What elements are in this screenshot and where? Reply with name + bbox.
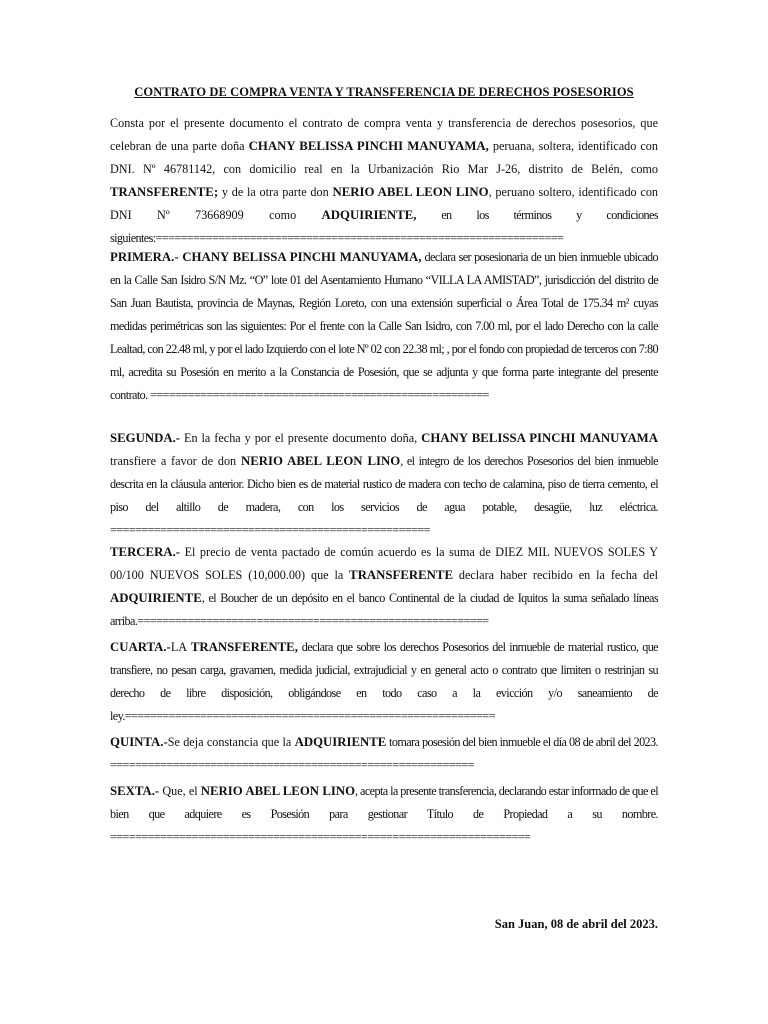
text-run: Consta por el presente documento el contrato de compra venta y transferencia de derechos posesorios, que celebran de una parte doña (110, 116, 658, 153)
clause-primera (110, 246, 658, 407)
bold-text: SEXTA.- (110, 784, 160, 798)
text-run: declara ser posesionaria de un bien inmueble ubicado en la Calle San Isidro S/N Mz. “O” lote 01 del Asentamiento Humano “VILLA LA AMISTAD”, jurisdicción del distrito de San Juan Bautista, provincia de Maynas, Región Loreto, con una extensión superficial o Área Total de 175.34 m² cuyas medidas perimétricas son las siguientes: Por el frente con la Calle San Isidro, con 7.00 ml, por el lado Derecho con la calle Lealtad, con 22.48 ml, y por el lado Izquierdo con el lote Nº 02 con 22.38 ml; , por el fondo con propiedad de terceros con 7:80 ml, acredita su Posesión en merito a la Constancia de Posesión, que se adjunta y que forma parte integrante del presente contrato. ====================================================== (110, 250, 658, 402)
clause-segunda (110, 427, 658, 542)
clause-tercera (110, 541, 658, 633)
text-run: En la fecha y por el presente documento doña, (180, 431, 422, 445)
text-run: transfiere a favor de don (110, 454, 241, 468)
text-run: Que, el (159, 784, 201, 798)
bold-text: NERIO ABEL LEON LINO (240, 454, 401, 468)
text-run: El precio de venta pactado de común acuerdo es la suma de DIEZ MIL NUEVOS SOLES Y 00/100 NUEVOS SOLES (10,000.00) que la (110, 545, 658, 582)
text-run: , el integro de los derechos Posesorios del bien inmueble descrita en la cláusula anterior. Dicho bien es de material rustico de madera con techo de calamina, piso de tierra cemento, el piso del altillo de madera, con los servicios de agua potable, desagüe, luz eléctrica. =================================================== (110, 454, 658, 537)
intro-paragraph (110, 112, 658, 250)
bold-text: CUARTA.- (110, 640, 171, 654)
bold-text: ADQUIRIENTE (294, 735, 387, 749)
signature-date: San Juan, 08 de abril del 2023. (494, 917, 658, 931)
bold-text: NERIO ABEL LEON LINO (200, 784, 356, 798)
clause-cuarta (110, 636, 658, 728)
bold-text: CHANY BELISSA PINCHI MANUYAMA (421, 431, 659, 445)
text-run: declara haber recibido en la fecha del (452, 568, 658, 582)
text-run: declara que sobre los derechos Posesorios del inmueble de material rustico, que transfiere, no pesan carga, gravamen, medida judicial, extrajudicial y en general acto o contrato que limiten o restrinjan su derecho de libre disposición, obligándose en todo caso a la evicción y/o saneamiento de ley.=========================================================== (110, 640, 658, 723)
clause-sexta (110, 780, 658, 849)
bold-text: CHANY BELISSA PINCHI MANUYAMA, (182, 250, 422, 264)
bold-text: ADQUIRIENTE (110, 591, 202, 605)
text-run: tomara posesión del bien inmueble el día 08 de abril del 2023. ========================================================== (110, 735, 658, 772)
text-run: Se deja constancia que la (167, 735, 295, 749)
text-run: peruana, soltera, identificado con DNI. Nº 46781142, con domicilio real en la Urbanización Rio Mar J-26, distrito de Belén, como (110, 139, 658, 176)
bold-text: SEGUNDA.- (110, 431, 181, 445)
text-run: , acepta la presente transferencia, declarando estar informado de que el bien que adquiere es Posesión para gestionar Título de Propiedad a su nombre. =================================================================== (110, 784, 658, 844)
document-title: CONTRATO DE COMPRA VENTA Y TRANSFERENCIA DE DERECHOS POSESORIOS (134, 85, 634, 99)
text-run: en los términos y condiciones siguientes:================================================================= (110, 208, 658, 245)
text-run: , el Boucher de un depósito en el banco Continental de la ciudad de Iquitos la suma señalado líneas arriba.======================================================== (110, 591, 658, 628)
clause-quinta (110, 731, 658, 777)
text-run: y de la otra parte don (218, 185, 333, 199)
text-run: , peruano soltero, identificado con DNI Nº 73668909 como (110, 185, 659, 222)
bold-text: NERIO ABEL LEON LINO (332, 185, 489, 199)
bold-text: QUINTA.- (110, 735, 168, 749)
bold-text: CHANY BELISSA PINCHI MANUYAMA, (248, 139, 489, 153)
text-run: LA (170, 640, 191, 654)
bold-text: ADQUIRIENTE, (321, 208, 417, 222)
bold-text: TRANSFERENTE (349, 568, 453, 582)
bold-text: PRIMERA.- (110, 250, 179, 264)
bold-text: TERCERA.- (110, 545, 181, 559)
bold-text: TRANSFERENTE; (110, 185, 219, 199)
bold-text: TRANSFERENTE, (190, 640, 298, 654)
